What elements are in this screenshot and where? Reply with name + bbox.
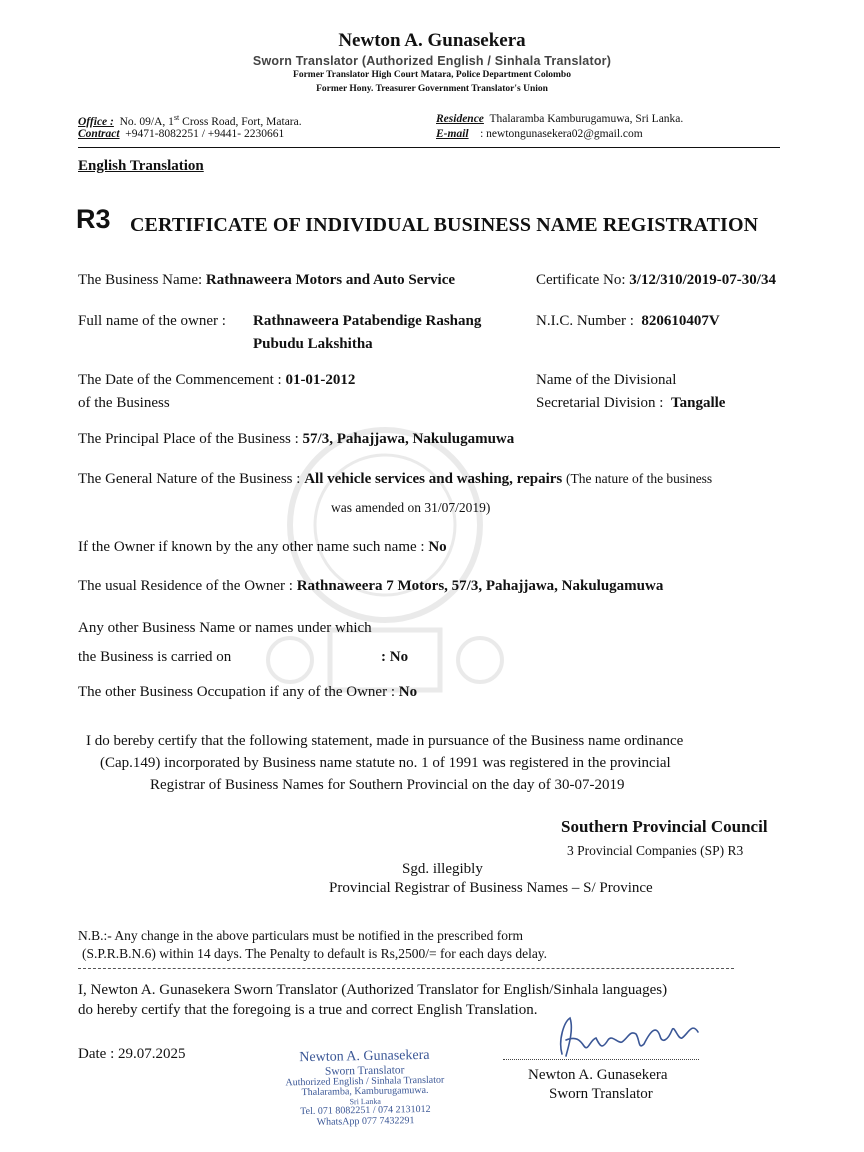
other-name-label: If the Owner if known by the any other name such name :	[78, 539, 425, 555]
place-row	[78, 431, 514, 448]
handwritten-signature-icon	[540, 1010, 720, 1064]
commencement-label: The Date of the Commencement :	[78, 372, 282, 388]
contract-value: +9471-8082251 / +9441- 2230661	[125, 128, 285, 140]
email-value: : newtongunasekera02@gmail.com	[480, 128, 643, 140]
residence-line	[436, 113, 683, 125]
nic-value: 820610407V	[641, 313, 720, 329]
certificate-label: Certificate No:	[536, 272, 626, 288]
translation-date: Date : 29.07.2025	[78, 1046, 186, 1062]
other-name-value: No	[428, 539, 447, 555]
other-business-label-2: the Business is carried on	[78, 649, 232, 665]
email-label: E-mail	[436, 128, 469, 140]
dashed-divider	[78, 968, 734, 969]
office-value: No. 09/A, 1st Cross Road, Fort, Matara.	[119, 113, 302, 128]
nature-note-2: was amended on 31/07/2019)	[331, 500, 491, 515]
office-label: Office :	[78, 115, 114, 128]
translator-former-line-2: Former Hony. Treasurer Government Translator's Union	[316, 84, 548, 94]
division-label-1: Name of the Divisional	[536, 372, 677, 388]
nic-row	[536, 313, 720, 330]
owner-value-1: Rathnaweera Patabendige Rashang	[253, 313, 482, 329]
occupation-value: No	[398, 684, 418, 700]
certificate-value: 3/12/310/2019-07-30/34	[629, 272, 776, 288]
commencement-row	[78, 372, 355, 389]
registrar-title: Provincial Registrar of Business Names – S/ Province	[329, 880, 653, 896]
residence-label: Residence	[436, 113, 484, 125]
stamp-addr-2: Sri Lanka	[349, 1096, 381, 1107]
signature-line	[503, 1059, 699, 1060]
section-label: English Translation	[78, 158, 204, 174]
nb-line-2: (S.P.R.B.N.6) within 14 days. The Penalty to default is Rs,2500/= for each days delay.	[82, 946, 548, 961]
stamp-name: Newton A. Gunasekera	[299, 1047, 430, 1066]
translator-cert-line-2: do hereby certify that the foregoing is a true and correct English Translation.	[78, 1002, 538, 1018]
business-name-value: Rathnaweera Motors and Auto Service	[205, 272, 456, 288]
owner-residence-value: Rathnaweera 7 Motors, 57/3, Pahajjawa, Nakulugamuwa	[296, 578, 664, 594]
nature-note-1: (The nature of the business	[565, 471, 713, 486]
other-business-label-1: Any other Business Name or names under which	[78, 620, 372, 636]
nic-label: N.I.C. Number :	[536, 313, 634, 329]
owner-residence-label: The usual Residence of the Owner :	[78, 578, 293, 594]
stamp-role: Sworn Translator	[324, 1063, 405, 1078]
division-value: Tangalle	[670, 395, 726, 411]
other-business-value: : No	[381, 649, 409, 665]
other-name-row	[78, 539, 447, 556]
contract-label: Contract	[78, 128, 120, 140]
nature-label: The General Nature of the Business :	[78, 471, 301, 487]
certify-line-2: (Cap.149) incorporated by Business name statute no. 1 of 1991 was registered in the provincial	[100, 755, 671, 771]
stamp-whatsapp: WhatsApp 077 7432291	[316, 1114, 415, 1128]
residence-value: Thalaramba Kamburugamuwa, Sri Lanka.	[489, 113, 684, 125]
council-name: Southern Provincial Council	[561, 817, 768, 836]
translator-stamp	[269, 1048, 460, 1128]
translator-subtitle: Sworn Translator (Authorized English / Sinhala Translator)	[252, 54, 612, 68]
place-value: 57/3, Pahajjawa, Nakulugamuwa	[302, 431, 515, 447]
business-name-label: The Business Name:	[78, 272, 203, 288]
owner-value-2: Pubudu Lakshitha	[253, 336, 373, 352]
business-name-row	[78, 272, 455, 289]
occupation-row	[78, 684, 417, 701]
translator-former-line-1: Former Translator High Court Matara, Police Department Colombo	[293, 70, 571, 80]
signatory-name: Newton A. Gunasekera	[528, 1067, 668, 1083]
certify-line-3: Registrar of Business Names for Southern Provincial on the day of 30-07-2019	[150, 777, 625, 793]
council-ref: 3 Provincial Companies (SP) R3	[567, 843, 744, 858]
division-row	[536, 395, 725, 412]
email-line	[436, 128, 643, 140]
owner-label: Full name of the owner :	[78, 313, 226, 329]
stamp-auth: Authorized English / Sinhala Translator	[285, 1074, 445, 1089]
translator-name-heading: Newton A. Gunasekera	[338, 30, 526, 51]
stamp-addr-1: Thalaramba, Kamburugamuwa.	[301, 1085, 429, 1099]
certify-line-1: I do bereby certify that the following statement, made in pursuance of the Business name ordinance	[86, 733, 684, 749]
commencement-label-2: of the Business	[78, 395, 170, 411]
sgd-illegibly: Sgd. illegibly	[402, 861, 483, 877]
stamp-tel: Tel. 071 8082251 / 074 2131012	[300, 1104, 431, 1118]
certificate-row	[536, 272, 776, 289]
occupation-label: The other Business Occupation if any of the Owner :	[78, 684, 395, 700]
nature-row	[78, 471, 712, 488]
nb-line-1: N.B.:- Any change in the above particulars must be notified in the prescribed form	[78, 928, 523, 943]
office-line	[78, 113, 302, 128]
division-label-2: Secretarial Division :	[536, 395, 664, 411]
contract-line	[78, 128, 284, 140]
form-code: R3	[76, 204, 111, 234]
header-divider	[78, 147, 780, 148]
nature-value: All vehicle services and washing, repairs	[304, 471, 563, 487]
commencement-value: 01-01-2012	[285, 372, 356, 388]
place-label: The Principal Place of the Business :	[78, 431, 299, 447]
translator-cert-line-1: I, Newton A. Gunasekera Sworn Translator (Authorized Translator for English/Sinhala languages)	[78, 982, 668, 998]
document-title: CERTIFICATE OF INDIVIDUAL BUSINESS NAME REGISTRATION	[130, 214, 759, 236]
signatory-role: Sworn Translator	[549, 1086, 653, 1102]
owner-residence-row	[78, 578, 663, 595]
